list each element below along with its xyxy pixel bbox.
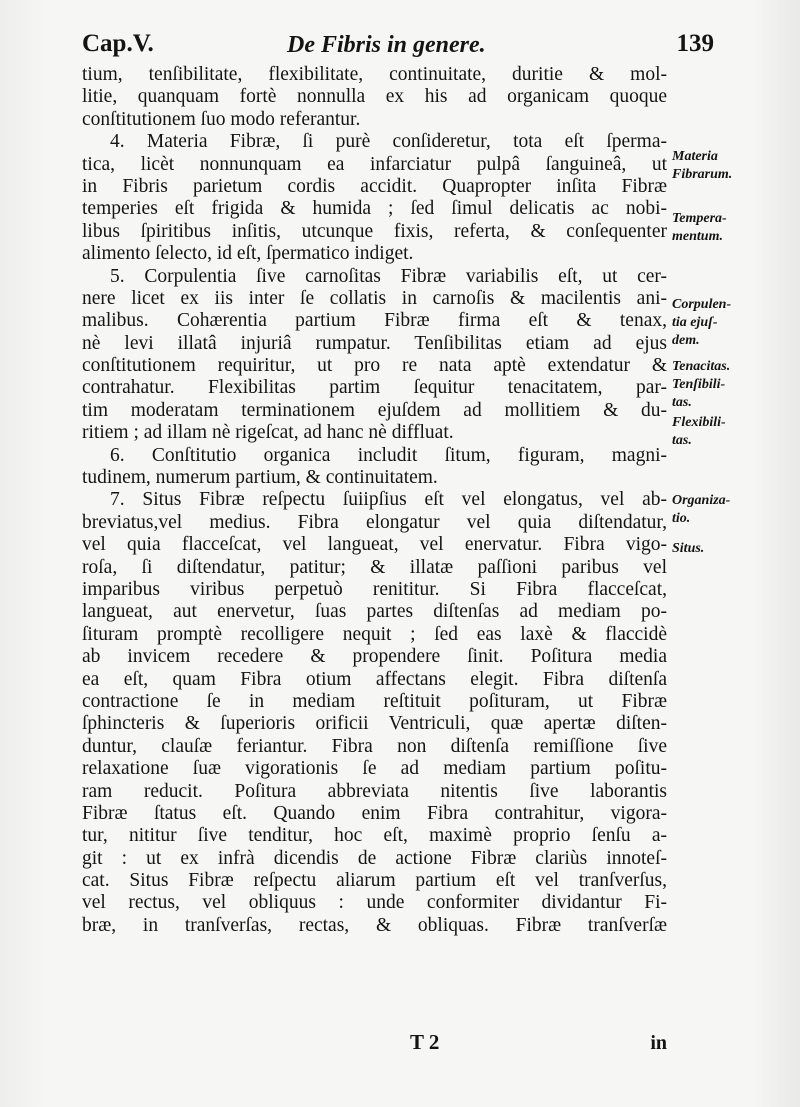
text-line: 6. Conſtitutio organica includit ſitum, figuram, magni- [110, 444, 667, 466]
text-line: in Fibris parietum cordis accidit. Quapropter inſita Fibræ [82, 175, 667, 197]
text-line: roſa, ſi diſtendatur, patitur; & illatæ paſſioni paribus vel [82, 556, 667, 578]
text-line: ab invicem recedere & propendere ſinit. Poſitura media [82, 646, 667, 668]
text-line: conſtitutionem ſuo modo referantur. [82, 108, 361, 130]
text-line: conſtitutionem requiritur, ut pro re nata aptè extendatur & [82, 355, 667, 377]
margin-note: Corpulen- [672, 297, 732, 312]
margin-note: tas. [672, 433, 692, 448]
text-line: libus ſpiritibus inſitis, utcunque fixis, referta, & conſequenter [82, 220, 667, 242]
margin-note: tia ejuſ- [672, 315, 718, 330]
text-line: ritiem ; ad illam nè rigeſcat, ad hanc nè diffluat. [82, 422, 454, 444]
text-line: ſituram promptè recolligere nequit ; ſed eas laxè & flaccidè [82, 623, 667, 645]
running-title: De Fibris in genere. [287, 32, 486, 58]
text-line: tica, licèt nonnunquam ea infarciatur pulpâ ſanguineâ, ut [82, 153, 667, 175]
catchword: in [650, 1032, 667, 1054]
text-line: tim moderatam terminationem ejuſdem ad mollitiem & du- [82, 399, 667, 421]
text-line: ſphincteris & ſuperioris orificii Ventriculi, quæ apertæ diſten- [82, 713, 667, 735]
text-line: tium, tenſibilitate, flexibilitate, continuitate, duritie & mol- [82, 64, 667, 85]
text-line: bræ, in tranſverſas, rectas, & obliquas. Fibræ tranſverſæ [82, 914, 667, 936]
text-line: 4. Materia Fibræ, ſi purè conſideretur, tota eſt ſperma- [110, 131, 667, 153]
text-line: malibus. Cohærentia partium Fibræ firma eſt & tenax, [82, 310, 667, 332]
margin-note: Tenacitas. [672, 359, 731, 374]
margin-note: Organiza- [672, 493, 731, 508]
text-line: Fibræ ſtatus eſt. Quando enim Fibra contrahitur, vigora- [82, 802, 667, 824]
text-line: vel quia flacceſcat, vel langueat, vel enervatur. Fibra vigo- [82, 534, 667, 556]
text-line: tudinem, numerum partium, & continuitatem. [82, 467, 438, 489]
text-line: breviatus,vel medius. Fibra elongatur vel quia diſtendatur, [82, 511, 667, 533]
running-header [82, 30, 742, 66]
text-line: temperies eſt frigida & humida ; ſed ſimul delicatis ac nobi- [82, 198, 667, 220]
text-line: nè levi illatâ injuriâ rumpatur. Tenſibilitas etiam ad ejus [82, 332, 667, 354]
margin-note: Materia [672, 149, 718, 164]
page-number: 139 [676, 30, 714, 57]
margin-note: tas. [672, 395, 692, 410]
margin-note: Tempera- [672, 211, 727, 226]
margin-note: Situs. [672, 541, 705, 556]
chapter-label: Cap.V. [82, 30, 154, 57]
text-line: duntur, clauſæ feriantur. Fibra non diſtenſa remiſſione ſive [82, 735, 667, 757]
text-line: git : ut ex infrà dicendis de actione Fibræ clariùs innoteſ- [82, 847, 667, 869]
text-line: imparibus viribus perpetuò renititur. Si Fibra flacceſcat, [82, 578, 667, 600]
text-line: langueat, aut enervetur, ſuas partes diſtenſas ad mediam po- [82, 601, 667, 623]
text-line: cat. Situs Fibræ reſpectu aliarum partium eſt vel tranſverſus, [82, 870, 667, 892]
text-line: ram reducit. Poſitura abbreviata nitentis ſive laborantis [82, 780, 667, 802]
margin-note: tio. [672, 511, 691, 526]
signature-mark: T 2 [410, 1030, 440, 1054]
text-line: 7. Situs Fibræ reſpectu ſuiipſius eſt vel elongatus, vel ab- [110, 489, 667, 511]
text-line: nere licet ex iis inter ſe collatis in carnoſis & macilentis ani- [82, 287, 667, 309]
margin-note: Flexibili- [672, 415, 726, 430]
text-line: contractione ſe in mediam reſtituit poſituram, ut Fibræ [82, 690, 667, 712]
margin-note: dem. [672, 333, 700, 348]
text-block [82, 64, 667, 937]
text-line: litie, quanquam fortè nonnulla ex his ad organicam quoque [82, 86, 667, 108]
text-line: ea eſt, quam Fibra otium affectans elegit. Fibra diſtenſa [82, 668, 667, 690]
text-line: vel rectus, vel obliquus : unde conformiter dividantur Fi- [82, 892, 667, 914]
page-footer [82, 1030, 667, 1060]
margin-note: Tenſibili- [672, 377, 726, 392]
text-line: contrahatur. Flexibilitas partim ſequitur tenacitatem, par- [82, 377, 667, 399]
text-line: alimento ſelecto, id eſt, ſpermatico indiget. [82, 243, 414, 265]
margin-note: mentum. [672, 229, 723, 244]
text-line: tur, nititur ſive tenditur, hoc eſt, maximè proprio ſenſu a- [82, 825, 667, 847]
margin-note: Fibrarum. [672, 167, 733, 182]
text-line: 5. Corpulentia ſive carnoſitas Fibræ variabilis eſt, ut cer- [110, 265, 667, 287]
text-line: relaxatione ſuæ vigorationis ſe ad mediam partium poſitu- [82, 758, 667, 780]
